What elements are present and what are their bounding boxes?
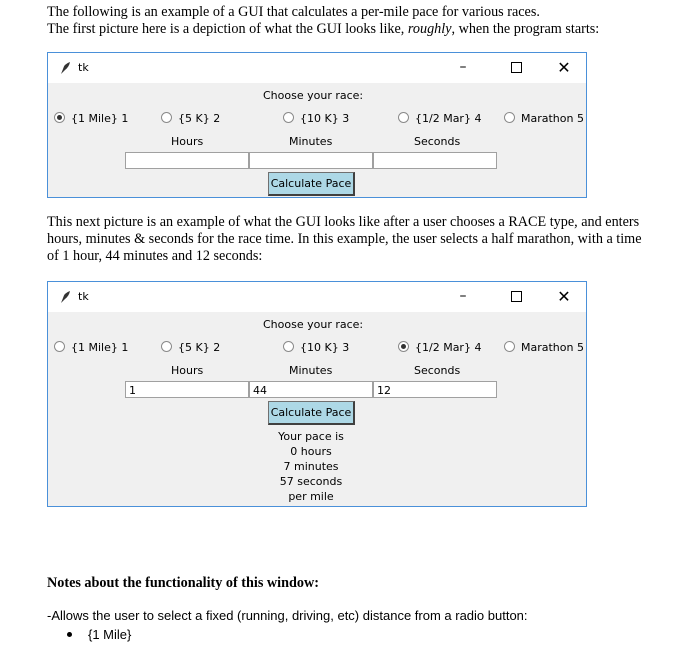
- radio-label: Marathon 5: [521, 112, 584, 125]
- choose-race-label: Choose your race:: [263, 318, 364, 331]
- radio-label: {5 K} 2: [178, 112, 221, 125]
- radio-selected-indicator: [398, 341, 409, 352]
- seconds-input[interactable]: [373, 152, 497, 169]
- intro-line-2-part-b: , when the program starts:: [451, 21, 600, 37]
- radio-label: {1 Mile} 1: [71, 341, 129, 354]
- hours-label: Hours: [171, 135, 204, 148]
- radio-10k[interactable]: [283, 112, 349, 125]
- minutes-label: Minutes: [289, 364, 333, 377]
- close-button[interactable]: ✕: [557, 58, 571, 77]
- radio-indicator: [283, 112, 294, 123]
- minimize-button[interactable]: –: [459, 59, 467, 75]
- radio-indicator: [504, 341, 515, 352]
- radio-label: {1/2 Mar} 4: [415, 112, 482, 125]
- feather-icon: [58, 61, 72, 75]
- hours-input[interactable]: 1: [125, 381, 249, 398]
- seconds-input[interactable]: 12: [373, 381, 497, 398]
- result-minutes: 7 minutes: [283, 460, 339, 473]
- radio-5k[interactable]: [161, 341, 220, 354]
- choose-race-label: Choose your race:: [263, 89, 364, 102]
- radio-label: {5 K} 2: [178, 341, 221, 354]
- calculate-pace-button[interactable]: Calculate Pace: [268, 172, 355, 196]
- bullet-text: {1 Mile}: [88, 627, 132, 642]
- radio-indicator: [504, 112, 515, 123]
- window-title: tk: [78, 61, 89, 74]
- close-button[interactable]: ✕: [557, 287, 571, 306]
- notes-text: -Allows the user to select a fixed (running, driving, etc) distance from a radio button:: [47, 608, 528, 623]
- seconds-label: Seconds: [414, 135, 461, 148]
- maximize-button[interactable]: [506, 288, 526, 306]
- result-line: Your pace is: [278, 430, 344, 443]
- radio-indicator: [283, 341, 294, 352]
- radio-marathon[interactable]: [504, 112, 584, 125]
- radio-indicator: [54, 341, 65, 352]
- radio-selected-indicator: [54, 112, 65, 123]
- radio-indicator: [161, 112, 172, 123]
- notes-heading: Notes about the functionality of this window:: [47, 575, 319, 591]
- radio-1-mile[interactable]: [54, 341, 128, 354]
- result-seconds: 57 seconds: [279, 475, 343, 488]
- intro-line-1: The following is an example of a GUI that calculates a per-mile pace for various races.: [47, 4, 540, 20]
- bullet-item: [67, 627, 131, 642]
- radio-label: {1 Mile} 1: [71, 112, 129, 125]
- radio-indicator: [161, 341, 172, 352]
- maximize-icon: [511, 62, 522, 73]
- intro-line-2: [47, 21, 599, 38]
- result-line: per mile: [288, 490, 334, 503]
- maximize-icon: [511, 291, 522, 302]
- radio-5k[interactable]: [161, 112, 220, 125]
- radio-label: Marathon 5: [521, 341, 584, 354]
- gui-window-result: [47, 281, 587, 507]
- radio-10k[interactable]: [283, 341, 349, 354]
- bullet-dot: [67, 632, 72, 637]
- maximize-button[interactable]: [506, 59, 526, 77]
- radio-label: {10 K} 3: [300, 112, 350, 125]
- seconds-label: Seconds: [414, 364, 461, 377]
- gui-window-initial: [47, 52, 587, 198]
- minutes-input[interactable]: [249, 152, 373, 169]
- radio-half-marathon[interactable]: [398, 112, 481, 125]
- mid-line-3: of 1 hour, 44 minutes and 12 seconds:: [47, 248, 263, 264]
- radio-label: {1/2 Mar} 4: [415, 341, 482, 354]
- window-title: tk: [78, 290, 89, 303]
- pace-result: [261, 429, 361, 504]
- feather-icon: [58, 290, 72, 304]
- minutes-label: Minutes: [289, 135, 333, 148]
- intro-line-2-emphasis: roughly: [407, 21, 452, 37]
- minimize-button[interactable]: –: [459, 288, 467, 304]
- hours-label: Hours: [171, 364, 204, 377]
- radio-marathon[interactable]: [504, 341, 584, 354]
- radio-half-marathon[interactable]: [398, 341, 481, 354]
- mid-line-2: hours, minutes & seconds for the race time. In this example, the user selects a half marathon, with a time: [47, 231, 642, 247]
- minutes-input[interactable]: 44: [249, 381, 373, 398]
- result-hours: 0 hours: [290, 445, 332, 458]
- radio-indicator: [398, 112, 409, 123]
- radio-1-mile[interactable]: [54, 112, 128, 125]
- title-bar: [48, 53, 586, 83]
- title-bar: [48, 282, 586, 312]
- radio-label: {10 K} 3: [300, 341, 350, 354]
- calculate-pace-button[interactable]: Calculate Pace: [268, 401, 355, 425]
- mid-line-1: This next picture is an example of what the GUI looks like after a user chooses a RACE type, and enters: [47, 214, 640, 230]
- hours-input[interactable]: [125, 152, 249, 169]
- intro-line-2-part-a: The first picture here is a depiction of what the GUI looks like,: [47, 21, 408, 37]
